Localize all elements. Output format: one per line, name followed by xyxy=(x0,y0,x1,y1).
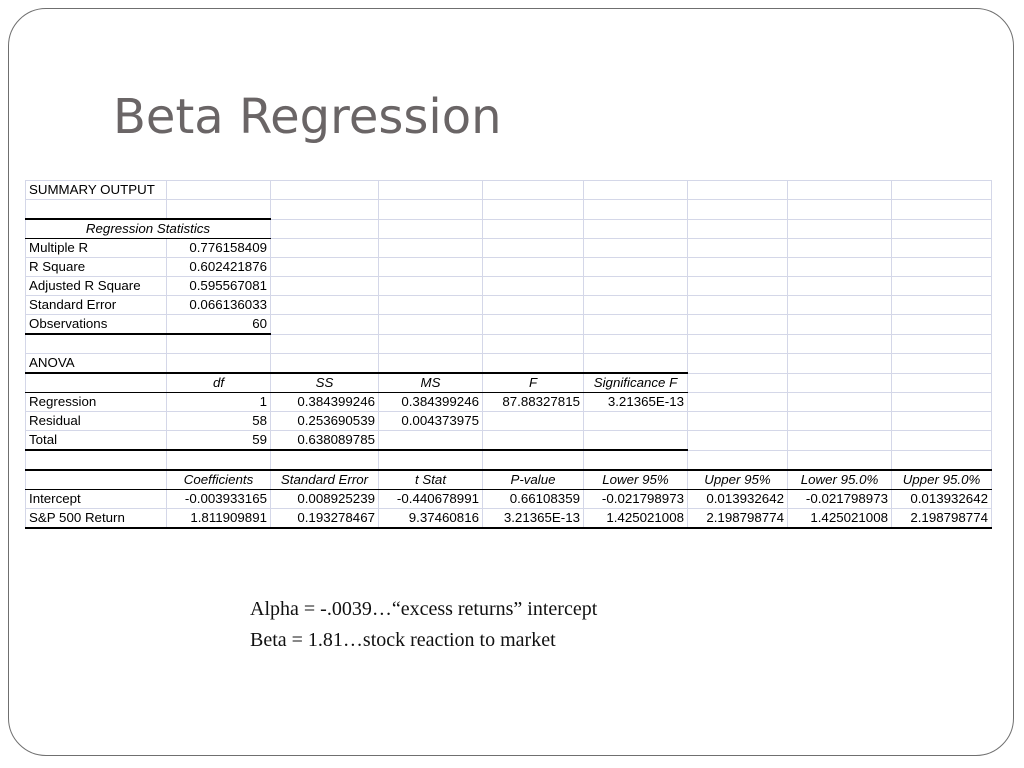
anova-cell: 58 xyxy=(167,412,271,431)
coef-cell: 2.198798774 xyxy=(892,509,992,529)
coef-cell: 1.425021008 xyxy=(584,509,688,529)
stat-label: Multiple R xyxy=(26,239,167,258)
anova-cell: 0.004373975 xyxy=(379,412,483,431)
coef-cell: 0.013932642 xyxy=(688,490,788,509)
table-row xyxy=(26,431,992,451)
anova-cell xyxy=(584,412,688,431)
stat-label: Adjusted R Square xyxy=(26,277,167,296)
anova-cell: 59 xyxy=(167,431,271,451)
table-row xyxy=(26,258,992,277)
coef-cell: 0.66108359 xyxy=(483,490,584,509)
anova-cell: 3.21365E-13 xyxy=(584,393,688,412)
slide-title: Beta Regression xyxy=(113,89,502,145)
alpha-note: Alpha = -.0039…“excess returns” intercept xyxy=(250,598,598,620)
coef-header: Upper 95.0% xyxy=(892,470,992,490)
anova-cell: 0.384399246 xyxy=(271,393,379,412)
anova-row-label: Regression xyxy=(26,393,167,412)
coef-header: Coefficients xyxy=(167,470,271,490)
anova-header: df xyxy=(167,373,271,393)
coef-cell: 2.198798774 xyxy=(688,509,788,529)
coef-header: P-value xyxy=(483,470,584,490)
anova-header: F xyxy=(483,373,584,393)
coef-header: Lower 95.0% xyxy=(788,470,892,490)
anova-row-label: Total xyxy=(26,431,167,451)
coef-header: Lower 95% xyxy=(584,470,688,490)
table-row xyxy=(26,450,992,470)
coef-header: Upper 95% xyxy=(688,470,788,490)
anova-cell: 1 xyxy=(167,393,271,412)
regression-output-table xyxy=(25,180,992,529)
anova-header: SS xyxy=(271,373,379,393)
coef-cell: -0.003933165 xyxy=(167,490,271,509)
table-row xyxy=(26,219,992,239)
coef-cell: -0.021798973 xyxy=(584,490,688,509)
stat-value: 0.595567081 xyxy=(167,277,271,296)
anova-cell xyxy=(584,431,688,451)
stat-value: 0.066136033 xyxy=(167,296,271,315)
regression-statistics-header: Regression Statistics xyxy=(26,219,271,239)
coef-header: t Stat xyxy=(379,470,483,490)
table-row xyxy=(26,373,992,393)
coef-cell: 3.21365E-13 xyxy=(483,509,584,529)
anova-cell xyxy=(483,431,584,451)
table-row xyxy=(26,354,992,374)
coef-cell: 0.008925239 xyxy=(271,490,379,509)
stat-value: 0.602421876 xyxy=(167,258,271,277)
stat-label: Observations xyxy=(26,315,167,335)
anova-row-label: Residual xyxy=(26,412,167,431)
coef-row-label: Intercept xyxy=(26,490,167,509)
anova-label: ANOVA xyxy=(26,354,167,374)
coef-cell: -0.440678991 xyxy=(379,490,483,509)
anova-cell xyxy=(379,431,483,451)
anova-cell: 0.384399246 xyxy=(379,393,483,412)
table-row xyxy=(26,239,992,258)
coef-cell: 0.013932642 xyxy=(892,490,992,509)
anova-cell: 0.638089785 xyxy=(271,431,379,451)
notes xyxy=(250,594,597,656)
coef-cell: 0.193278467 xyxy=(271,509,379,529)
anova-header: MS xyxy=(379,373,483,393)
coef-cell: 9.37460816 xyxy=(379,509,483,529)
anova-cell: 0.253690539 xyxy=(271,412,379,431)
coef-cell: -0.021798973 xyxy=(788,490,892,509)
anova-cell xyxy=(483,412,584,431)
table-row xyxy=(26,181,992,200)
anova-cell: 87.88327815 xyxy=(483,393,584,412)
beta-note: Beta = 1.81…stock reaction to market xyxy=(250,629,556,651)
table-row xyxy=(26,334,992,354)
table-row xyxy=(26,393,992,412)
stat-label: Standard Error xyxy=(26,296,167,315)
anova-header: Significance F xyxy=(584,373,688,393)
table-row xyxy=(26,296,992,315)
table-row xyxy=(26,412,992,431)
table-row xyxy=(26,277,992,296)
table-row xyxy=(26,490,992,509)
stat-value: 0.776158409 xyxy=(167,239,271,258)
table-row xyxy=(26,509,992,529)
coef-row-label: S&P 500 Return xyxy=(26,509,167,529)
coef-header: Standard Error xyxy=(271,470,379,490)
stat-value: 60 xyxy=(167,315,271,335)
stat-label: R Square xyxy=(26,258,167,277)
summary-output-label: SUMMARY OUTPUT xyxy=(26,181,167,200)
coef-cell: 1.811909891 xyxy=(167,509,271,529)
table-row xyxy=(26,315,992,335)
table-row xyxy=(26,200,992,220)
table-row xyxy=(26,470,992,490)
coef-cell: 1.425021008 xyxy=(788,509,892,529)
